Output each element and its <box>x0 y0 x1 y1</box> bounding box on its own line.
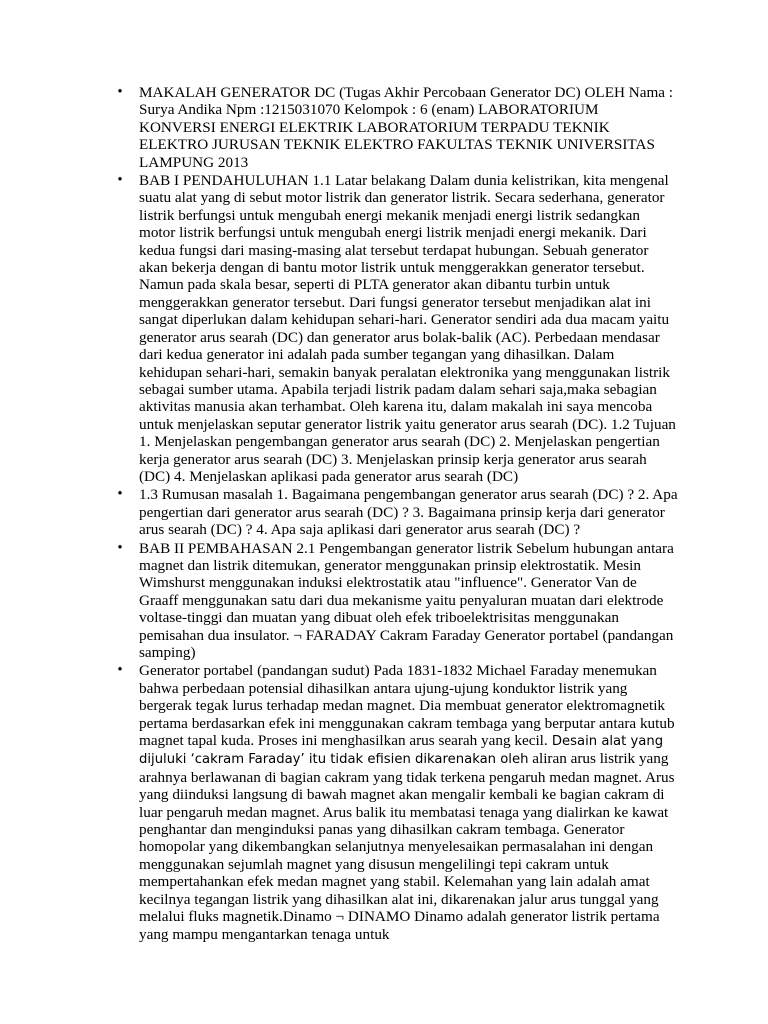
bullet-icon: • <box>117 486 123 503</box>
list-item <box>117 662 679 943</box>
bullet-icon: • <box>117 539 123 556</box>
paragraph-generator-portabel <box>139 662 679 943</box>
paragraph-bab-1: BAB I PENDAHULUHAN 1.1 Latar belakang Dalam dunia kelistrikan, kita mengenal suatu alat yang di sebut motor listrik dan generator listrik. Secara sederhana, generator listrik berfungsi untuk mengubah energi mekanik menjadi energi listrik sedangkan motor listrik berfungsi untuk mengubah energi listrik menjadi energi mekanik. Dari kedua fungsi dari masing-masing alat tersebut terdapat hubungan. Sebuah generator akan bekerja dengan di bantu motor listrik untuk menggerakkan generator tersebut. Namun pada skala besar, seperti di PLTA generator akan dibantu turbin untuk menggerakkan generator tersebut. Dari fungsi generator tersebut menjadikan alat ini sangat diperlukan dalam kehidupan sehari-hari. Generator sendiri ada dua macam yaitu generator arus searah (DC) dan generator arus bolak-balik (AC). Perbedaan mendasar dari kedua generator ini adalah pada sumber tegangan yang dihasilkan. Dalam kehidupan sehari-hari, semakin banyak peralatan elektronika yang menggunakan listrik sebagai sumber utama. Apabila terjadi listrik padam dalam sehari saja,maka sebagian aktivitas manusia akan terhambat. Oleh karena itu, dalam makalah ini saya mencoba untuk menjelaskan seputar generator listrik yaitu generator arus searah (DC). 1.2 Tujuan 1. Menjelaskan pengembangan generator arus searah (DC) 2. Menjelaskan pengertian kerja generator arus searah (DC) 3. Menjelaskan prinsip kerja generator arus searah (DC) 4. Menjelaskan aplikasi pada generator arus searah (DC) <box>139 172 676 485</box>
paragraph-text-part-2: Desain alat yang dijuluki ‘cakram Faraday’ itu tidak efisien dikarenakan oleh <box>139 734 664 768</box>
list-item <box>117 539 679 662</box>
paragraph-rumusan-masalah: 1.3 Rumusan masalah 1. Bagaimana pengembangan generator arus searah (DC) ? 2. Apa pengertian dari generator arus searah (DC) ? 3. Bagaimana prinsip kerja dari generator arus searah (DC) ? 4. Apa saja aplikasi dari generator arus searah (DC) ? <box>139 486 678 539</box>
bullet-icon: • <box>117 172 123 189</box>
bullet-icon: • <box>117 84 123 100</box>
list-item <box>117 486 679 539</box>
bullet-icon: • <box>117 662 123 679</box>
paragraph-text-part-3: aliran arus listrik yang arahnya berlawanan di bagian cakram yang tidak terkena pengaruh medan magnet. Arus yang diinduksi langsung di bawah magnet akan mengalir kembali ke bagian cakram di luar pengaruh medan magnet. Arus balik itu membatasi tenaga yang dialirkan ke kawat penghantar dan menginduksi panas yang dihasilkan cakram tembaga. Generator homopolar yang dikembangkan selanjutnya menyelesaikan permasalahan ini dengan menggunakan sejumlah magnet yang disusun mengelilingi tepi cakram untuk mempertahankan efek medan magnet yang stabil. Kelemahan yang lain adalah amat kecilnya tegangan listrik yang dihasilkan alat ini, dikarenakan jalur arus tunggal yang melalui fluks magnetik.Dinamo ¬ DINAMO Dinamo adalah generator listrik pertama yang mampu mengantarkan tenaga untuk <box>139 750 675 943</box>
list-item <box>117 172 679 485</box>
paragraph-title: MAKALAH GENERATOR DC (Tugas Akhir Percobaan Generator DC) OLEH Nama : Surya Andika Npm :1215031070 Kelompok : 6 (enam) LABORATORIUM KONVERSI ENERGI ELEKTRIK LABORATORIUM TERPADU TEKNIK ELEKTRO JURUSAN TEKNIK ELEKTRO FAKULTAS TEKNIK UNIVERSITAS LAMPUNG 2013 <box>139 84 674 171</box>
paragraph-text-part-1: Generator portabel (pandangan sudut) Pada 1831-1832 Michael Faraday menemukan bahwa perbedaan potensial dihasilkan antara ujung-ujung konduktor listrik yang bergerak tegak lurus terhadap medan magnet. Dia membuat generator elektromagnetik pertama berdasarkan efek ini menggunakan cakram tembaga yang berputar antara kutub magnet tapal kuda. Proses ini menghasilkan arus searah yang kecil. <box>139 662 675 750</box>
bullet-list <box>117 84 679 944</box>
paragraph-bab-2: BAB II PEMBAHASAN 2.1 Pengembangan generator listrik Sebelum hubungan antara magnet dan listrik ditemukan, generator menggunakan prinsip elektrostatik. Mesin Wimshurst menggunakan induksi elektrostatik atau "influence". Generator Van de Graaff menggunakan satu dari dua mekanisme yaitu penyaluran muatan dari elektrode voltase-tinggi dan muatan yang dibuat oleh efek triboelektrisitas menggunakan pemisahan dua insulator. ¬ FARADAY Cakram Faraday Generator portabel (pandangan samping) <box>139 539 674 661</box>
list-item <box>117 84 679 171</box>
